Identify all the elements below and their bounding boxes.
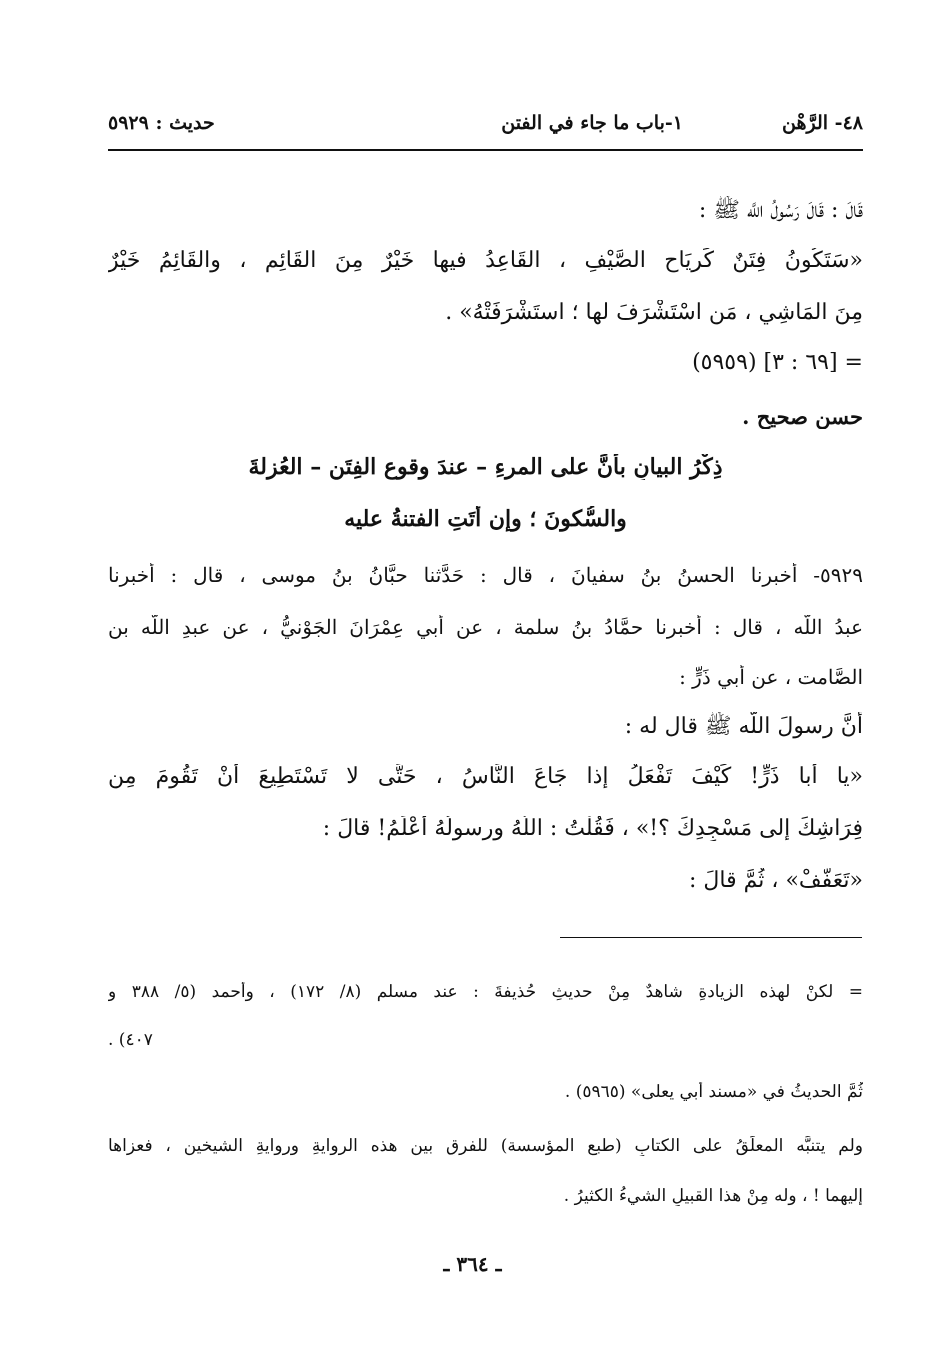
book-title: ٤٨- الرَّهْن bbox=[782, 112, 863, 134]
footnote-line: إليهما ! ، وله مِنْ هذا القبيلِ الشيءُ الكثيرُ . bbox=[563, 1186, 863, 1206]
grade-text: حسن صحيح . bbox=[742, 404, 863, 429]
footnote-line: ولم يتنبَّه المعلِّقُ على الكتابِ (طبع المؤسسة) للفرقِ بين هذه الروايةِ وروايةِ الشيخين ، فعزاها bbox=[108, 1136, 863, 1156]
body-line: = [٦٩ : ٣] (٥٩٥٩) bbox=[692, 350, 863, 375]
footnote-line: ٤٠٧) . bbox=[108, 1030, 153, 1050]
hadith-line: ٥٩٢٩- أخبرنا الحسنُ بنُ سفيانَ ، قال : حَدَّثنا حبَّانُ بنُ موسى ، قال : أخبرنا bbox=[108, 563, 863, 587]
body-line: مِنَ المَاشِي ، مَنِ اسْتَشْرَفَ لها ؛ استَشْرَفَتْهُ» . bbox=[445, 300, 863, 325]
body-line: قَالَ : قَالَ رَسُولُ اللَّه ﷺ : bbox=[698, 198, 863, 223]
section-heading: ذِكْرُ البيانِ بأنَّ على المرءِ – عندَ وقوعِ الفِتَنِ – العُزلةَ bbox=[248, 454, 723, 480]
chapter-title: ١-باب ما جاء في الفتن bbox=[501, 112, 683, 134]
hadith-line: أنَّ رسولَ اللَّه ﷺ قال له : bbox=[624, 714, 863, 739]
hadith-line: الصَّامت ، عن أبي ذَرٍّ : bbox=[679, 665, 863, 689]
hadith-line: «تَعَفَّفْ» ، ثُمَّ قالَ : bbox=[688, 868, 863, 893]
body-line: «سَتَكُونُ فِتَنٌ كَرِيَاحِ الصَّيْفِ ، القَاعِدُ فيها خَيْرٌ مِنَ القَائِمِ ، والقَائِمُ خَيْرٌ bbox=[108, 248, 863, 273]
footnote-line: ثُمَّ الحديثُ في «مسند أبي يعلى» (٥٩٦٥) . bbox=[564, 1082, 863, 1102]
hadith-line: «يا أبا ذَرٍّ! كَيْفَ تَفْعَلُ إذا جَاعَ النَّاسُ ، حَتَّى لا تَسْتَطِيعَ أَنْ تَقُومَ مِن bbox=[108, 764, 863, 789]
hadith-line: فِرَاشِكَ إلى مَسْجِدِكَ ؟!» ، فَقُلْتُ : اللَّهُ ورسولُهُ أَعْلَمُ! قالَ : bbox=[322, 816, 863, 841]
footnote-line: = لكنْ لهذه الزيادةِ شاهدٌ مِنْ حديثِ حُذيفةَ : عند مسلمٍ (٨/ ١٧٢) ، وأحمد (٥/ ٣٨٨ و bbox=[108, 982, 863, 1002]
hadith-line: عبدُ اللَّه ، قال : أخبرنا حمَّادُ بنُ سلمة ، عن أبي عِمْرَانَ الجَوْنيُّ ، عن عبدِ اللَّه بنِ bbox=[108, 615, 863, 639]
header-divider bbox=[108, 149, 863, 151]
hadith-number: حديث : ٥٩٢٩ bbox=[108, 112, 215, 134]
section-heading: والسُّكونَ ؛ وإن أَتَتِ الفتنةُ عليه bbox=[344, 506, 627, 532]
footnote-divider bbox=[560, 937, 862, 938]
page-number: ـ ٣٦٤ ـ bbox=[443, 1252, 502, 1276]
